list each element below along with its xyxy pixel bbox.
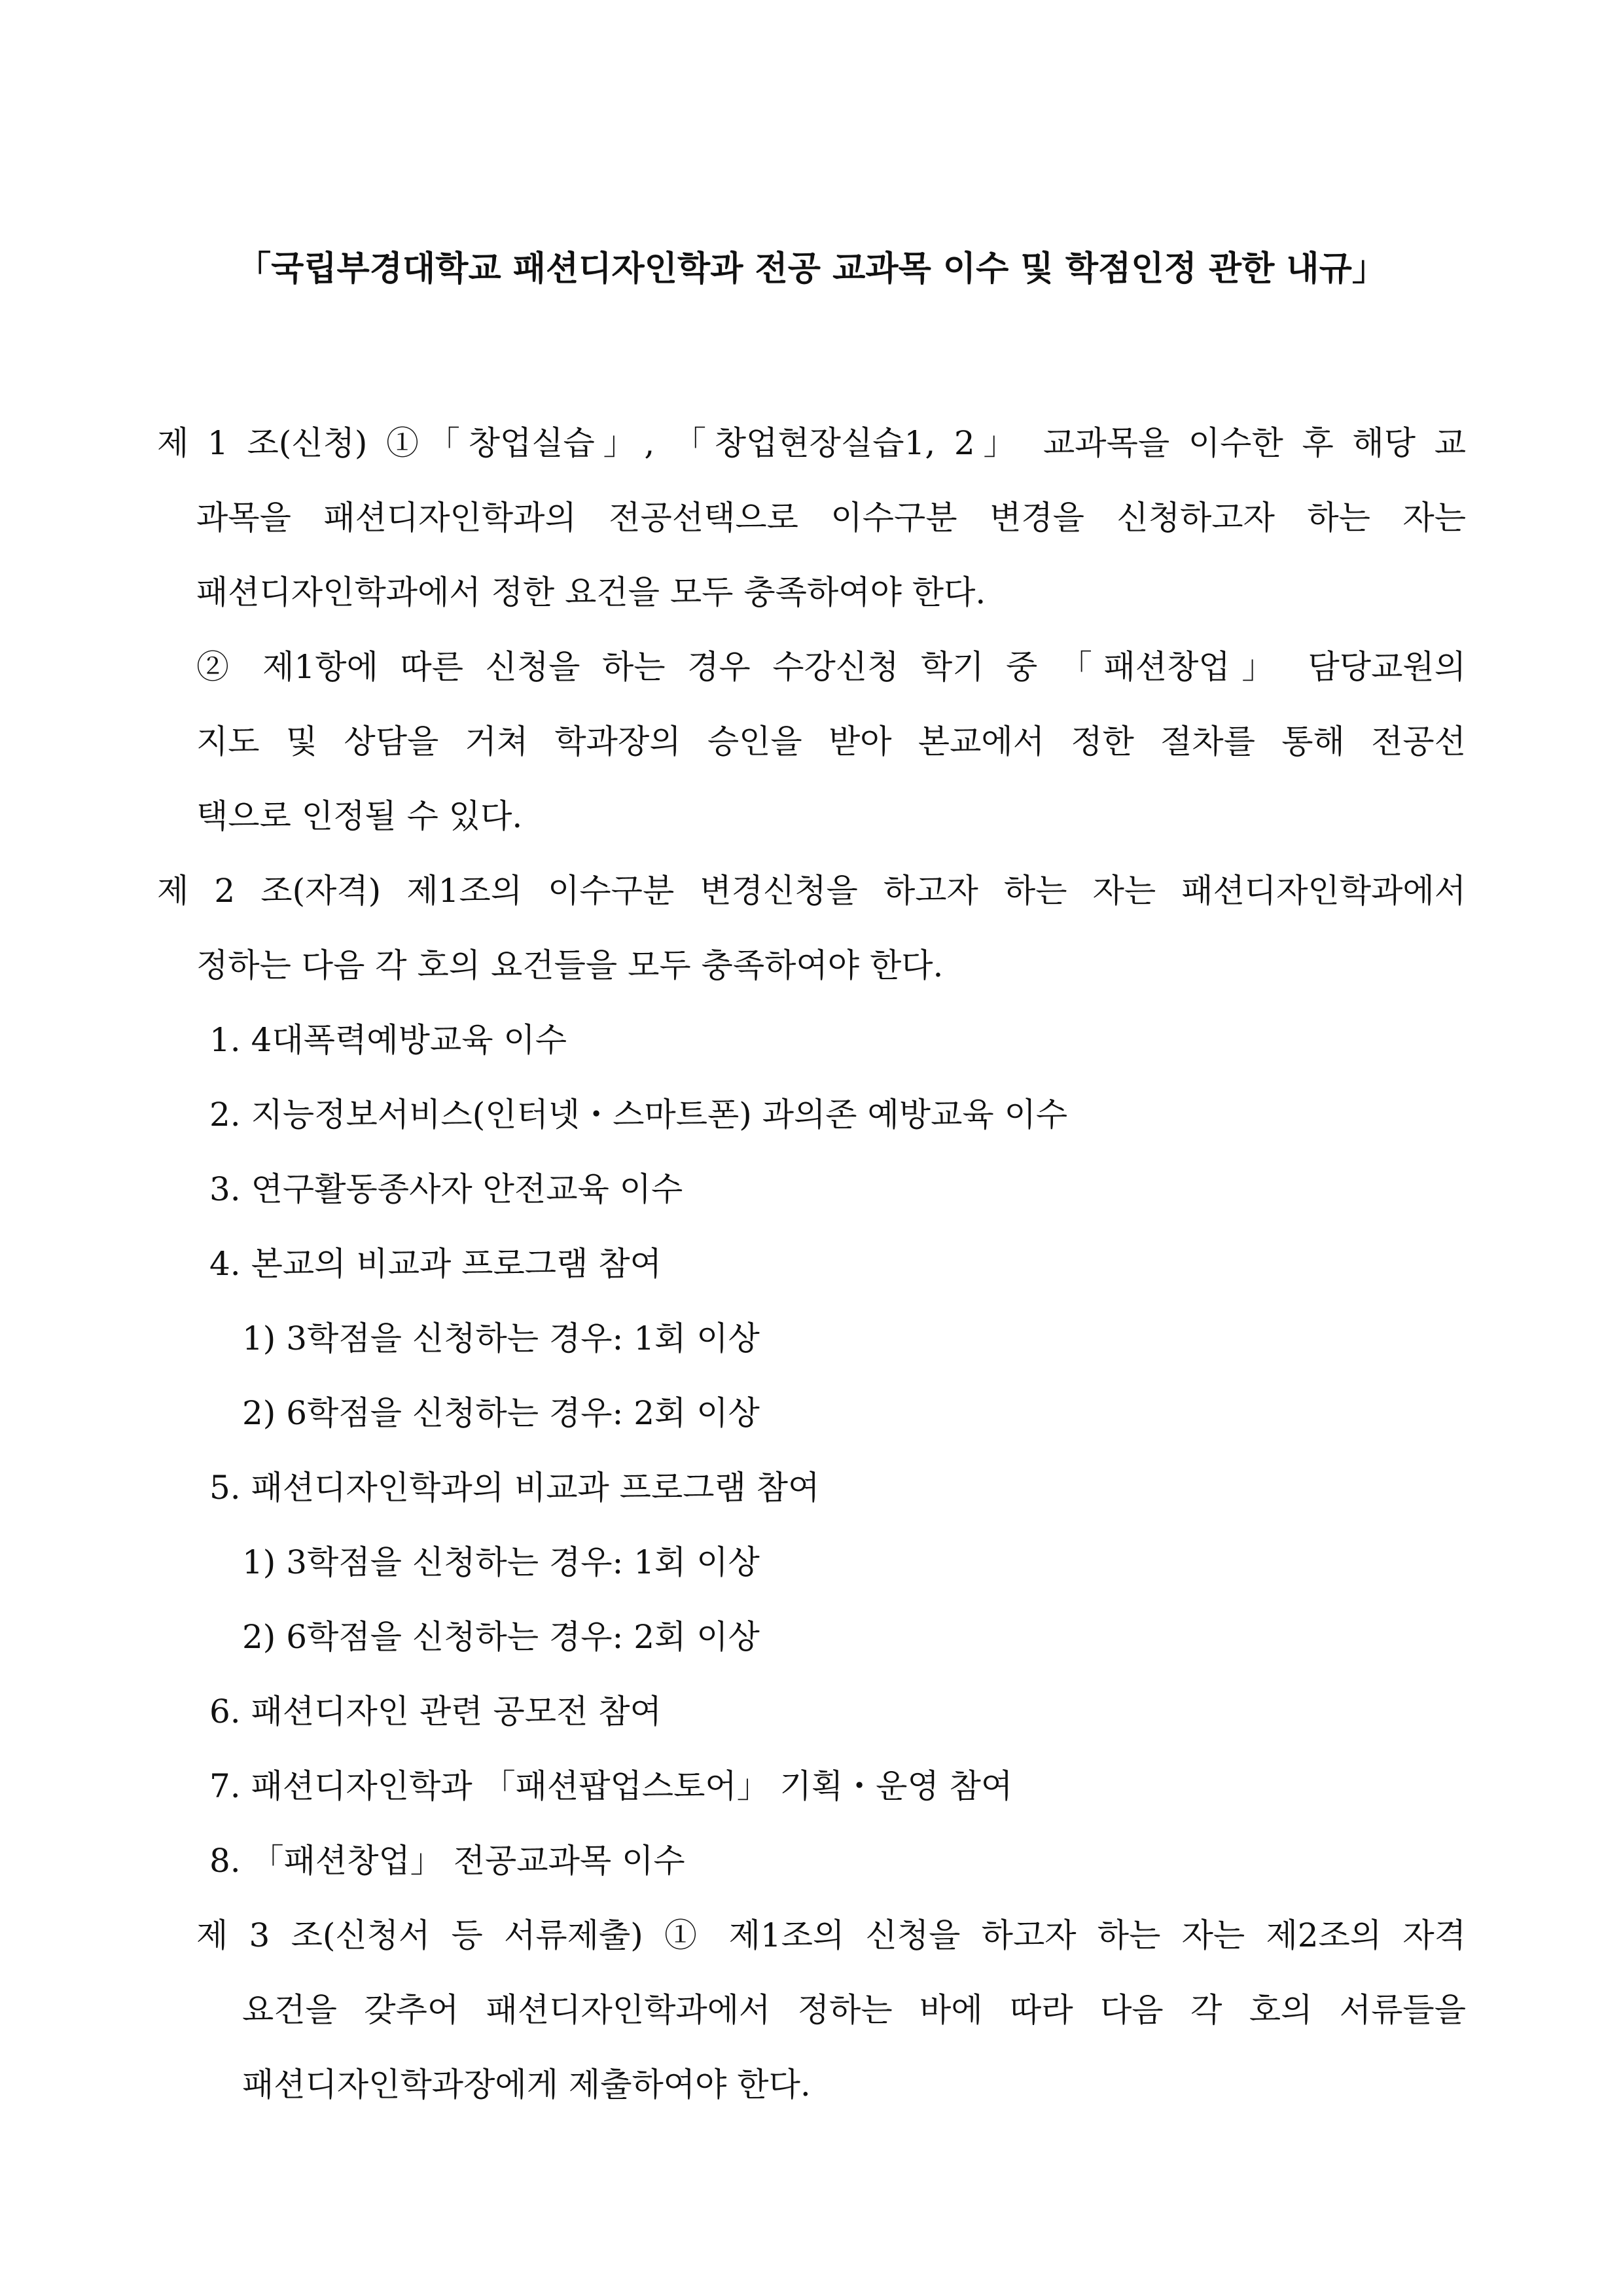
list-item: 5. 패션디자인학과의 비교과 프로그램 참여 [209,1469,820,1507]
sub-list-item: 1) 3학점을 신청하는 경우: 1회 이상 [242,1319,760,1357]
article3-line3: 패션디자인학과장에게 제출하여야 한다. [242,2066,811,2104]
list-item: 6. 패션디자인 관련 공모전 참여 [209,1693,662,1731]
article1-para2-line2: 지도 및 상담을 거쳐 학과장의 승인을 받아 본교에서 정한 절차를 통해 전공선 [196,723,1466,761]
document-title: 「국립부경대학교 패션디자인학과 전공 교과목 이수 및 학점인정 관한 내규」 [237,249,1386,289]
list-item: 1. 4대폭력예방교육 이수 [209,1021,567,1059]
article1-line1: 제 1 조(신청) ①「창업실습」, 「창업현장실습1, 2」 교과목을 이수한 후 해당 교 [157,424,1466,462]
sub-list-item: 2) 6학점을 신청하는 경우: 2회 이상 [242,1394,760,1432]
article3-line1: 제 3 조(신청서 등 서류제출) ① 제1조의 신청을 하고자 하는 자는 제2조의 자격 [196,1916,1466,1954]
article3-line2: 요건을 갖추어 패션디자인학과에서 정하는 바에 따라 다음 각 호의 서류들을 [242,1991,1466,2029]
article1-para2-line3: 택으로 인정될 수 있다. [196,797,523,835]
article2-line1: 제 2 조(자격) 제1조의 이수구분 변경신청을 하고자 하는 자는 패션디자인학과에서 [157,872,1466,910]
sub-list-item: 2) 6학점을 신청하는 경우: 2회 이상 [242,1618,760,1656]
article1-para2-line1: ② 제1항에 따른 신청을 하는 경우 수강신청 학기 중 「패션창업」 담당교원의 [196,648,1466,686]
list-item: 4. 본교의 비교과 프로그램 참여 [209,1245,662,1283]
list-item: 3. 연구활동종사자 안전교육 이수 [209,1170,683,1208]
list-item: 8. 「패션창업」 전공교과목 이수 [209,1842,685,1880]
article1-line3: 패션디자인학과에서 정한 요건을 모두 충족하여야 한다. [196,573,986,611]
list-item: 7. 패션디자인학과 「패션팝업스토어」 기획・운영 참여 [209,1767,1013,1805]
article1-line2: 과목을 패션디자인학과의 전공선택으로 이수구분 변경을 신청하고자 하는 자는 [196,499,1466,537]
article2-line2: 정하는 다음 각 호의 요건들을 모두 충족하여야 한다. [196,946,944,984]
sub-list-item: 1) 3학점을 신청하는 경우: 1회 이상 [242,1543,760,1581]
list-item: 2. 지능정보서비스(인터넷・스마트폰) 과의존 예방교육 이수 [209,1096,1068,1134]
